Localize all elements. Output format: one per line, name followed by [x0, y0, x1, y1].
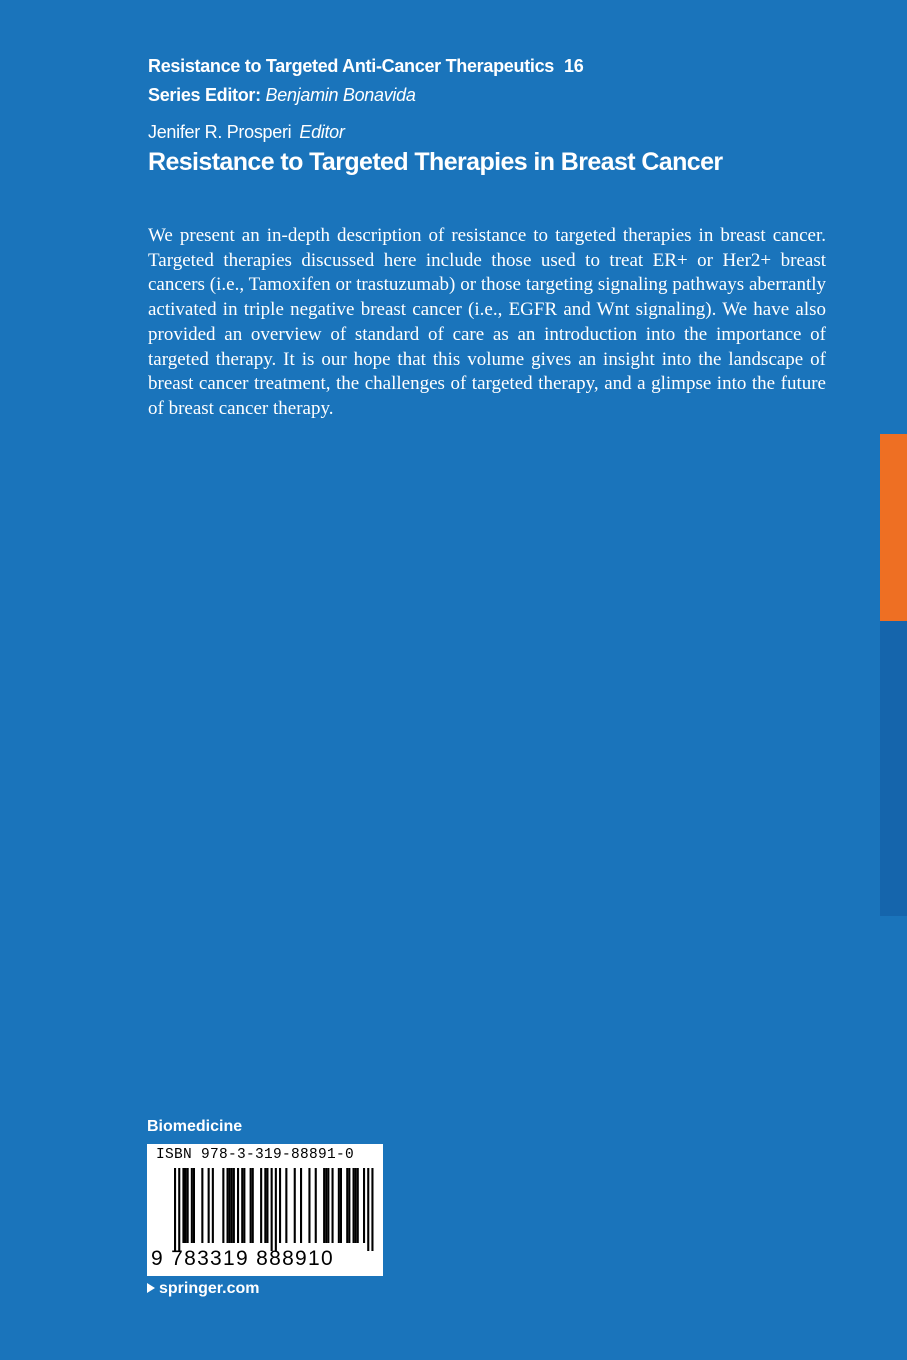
barcode-bar: [208, 1168, 210, 1243]
spine-accent-orange: [880, 434, 907, 621]
barcode-bar: [355, 1168, 357, 1243]
volume-editor: [148, 122, 345, 143]
barcode-bar: [250, 1168, 252, 1243]
barcode-bar: [348, 1168, 350, 1243]
barcode-bar: [346, 1168, 348, 1243]
website-label: springer.com: [159, 1280, 260, 1297]
barcode-bar: [252, 1168, 254, 1243]
barcode-bar: [323, 1168, 325, 1243]
series-editor-name: Benjamin Bonavida: [265, 85, 416, 105]
barcode-bar: [315, 1168, 317, 1243]
barcode-bar: [231, 1168, 233, 1243]
book-description: We present an in-depth description of resistance to targeted therapies in breast cancer. Targeted therapies discussed here include those used to treat ER+ or Her2+ breast cancers (i.e., Tamoxifen or trastuzumab) or those targeting signaling pathways aberrantly activated in triple negative breast cancer (i.e., EGFR and Wnt signaling). We have also provided an overview of standard of care as an introduction into the importance of targeted therapy. It is our hope that this volume gives an insight into the landscape of breast cancer treatment, the challenges of targeted therapy, and a glimpse into the future of breast cancer therapy.: [148, 225, 826, 419]
barcode-bar: [187, 1168, 189, 1243]
barcode-guard-bar: [367, 1168, 369, 1251]
barcode-bar: [285, 1168, 287, 1243]
arrow-right-icon: [147, 1283, 155, 1293]
barcode-bar: [357, 1168, 359, 1243]
spine-accent-blue: [880, 621, 907, 916]
barcode-bar: [266, 1168, 268, 1243]
barcode-bar: [182, 1168, 184, 1243]
barcode-bar: [227, 1168, 229, 1243]
barcode-guard-bar: [178, 1168, 180, 1251]
barcode-bar: [229, 1168, 231, 1243]
series-name: Resistance to Targeted Anti-Cancer Therapeutics: [148, 56, 555, 76]
ean-digits: 9 783319 888910: [151, 1247, 334, 1270]
barcode-bar: [241, 1168, 243, 1243]
barcode-bar: [338, 1168, 340, 1243]
barcode-bar: [243, 1168, 245, 1243]
isbn-barcode: [147, 1144, 383, 1276]
barcode-bar: [363, 1168, 365, 1243]
series-editor-label: Series Editor:: [148, 85, 261, 105]
barcode-bar: [279, 1168, 281, 1243]
barcode-guard-bar: [271, 1168, 273, 1251]
isbn-number: ISBN 978-3-319-88891-0: [156, 1147, 355, 1163]
barcode-bar: [332, 1168, 334, 1243]
book-title: Resistance to Targeted Therapies in Breast Cancer: [148, 148, 723, 176]
barcode-bar: [191, 1168, 193, 1243]
editor-role: Editor: [299, 122, 345, 142]
barcode-bar: [212, 1168, 214, 1243]
barcode-bar: [308, 1168, 310, 1243]
barcode-bar: [325, 1168, 327, 1243]
editor-name: Jenifer R. Prosperi: [148, 122, 292, 142]
series-editor: [148, 85, 416, 106]
barcode-bar: [260, 1168, 262, 1243]
publisher-website[interactable]: [147, 1280, 259, 1298]
barcode-guard-bar: [371, 1168, 373, 1251]
barcode-bar: [185, 1168, 187, 1243]
barcode-bar: [201, 1168, 203, 1243]
barcode-guard-bar: [275, 1168, 277, 1251]
barcode-bar: [294, 1168, 296, 1243]
barcode-bar: [300, 1168, 302, 1243]
barcode-bar: [233, 1168, 235, 1243]
barcode-bar: [264, 1168, 266, 1243]
subject-category: Biomedicine: [147, 1118, 243, 1135]
barcode-guard-bar: [174, 1168, 176, 1251]
barcode-bar: [353, 1168, 355, 1243]
barcode-bar: [340, 1168, 342, 1243]
barcode-bar: [327, 1168, 329, 1243]
series-title: [148, 56, 583, 77]
barcode-bar: [193, 1168, 195, 1243]
barcode-bar: [222, 1168, 224, 1243]
barcode-bar: [237, 1168, 239, 1243]
series-number: 16: [564, 56, 584, 76]
